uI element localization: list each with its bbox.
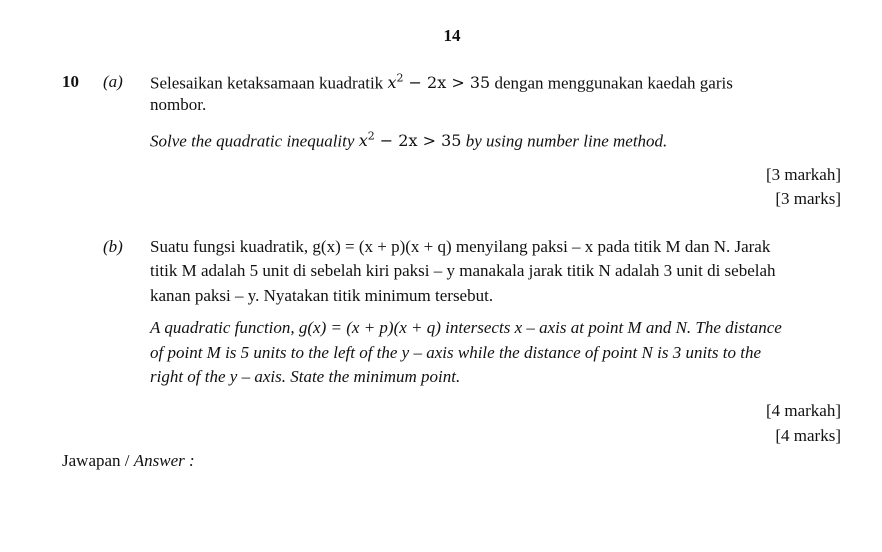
part-b-malay-line-3: kanan paksi – y. Nyatakan titik minimum tersebut. <box>150 286 494 305</box>
exponent: 2 <box>396 72 404 85</box>
part-b-marks-english: [4 marks] <box>775 426 841 445</box>
part-a-english-line <box>150 130 667 151</box>
var-x: x <box>387 73 397 93</box>
part-b-english-line-2: of point M is 5 units to the left of the y – axis while the distance of point N is 3 units to the <box>150 343 762 362</box>
part-a-inequality-malay <box>387 73 490 92</box>
part-b-malay-line-2: titik M adalah 5 unit di sebelah kiri paksi – y manakala jarak titik N adalah 3 unit di sebelah <box>150 261 776 280</box>
part-a-marks-english: [3 marks] <box>775 189 841 208</box>
part-a-malay-line-1 <box>150 72 733 93</box>
answer-label <box>62 451 195 471</box>
answer-label-malay: Jawapan / <box>62 451 130 470</box>
exponent: 2 <box>367 130 375 143</box>
part-a-english-text-after: by using number line method. <box>465 131 668 151</box>
part-b-marks-malay: [4 markah] <box>765 401 841 420</box>
question-number: 10 <box>62 72 79 91</box>
part-a-malay-line-2: nombor. <box>150 95 207 114</box>
page-number: 14 <box>443 26 461 45</box>
part-a-inequality-english <box>359 131 462 150</box>
part-b-english-line-3: right of the y – axis. State the minimum point. <box>150 367 461 386</box>
part-a-label: (a) <box>103 72 123 91</box>
inequality-rest: − 2x > 35 <box>403 73 491 93</box>
part-a-malay-text-after: dengan menggunakan kaedah garis <box>494 73 733 93</box>
part-b-label: (b) <box>103 237 123 256</box>
part-b-malay-line-1: Suatu fungsi kuadratik, g(x) = (x + p)(x + q) menyilang paksi – x pada titik M dan N. Jarak <box>150 237 771 256</box>
var-x: x <box>358 131 368 151</box>
part-a-marks-malay: [3 markah] <box>765 165 841 184</box>
part-a-english-text: Solve the quadratic inequality <box>150 131 355 151</box>
answer-label-english: Answer : <box>133 451 195 470</box>
part-a-malay-text: Selesaikan ketaksamaan kuadratik <box>150 73 384 93</box>
inequality-rest: − 2x > 35 <box>374 131 462 151</box>
part-b-english-line-1: A quadratic function, g(x) = (x + p)(x + q) intersects x – axis at point M and N. The distance <box>150 318 782 337</box>
